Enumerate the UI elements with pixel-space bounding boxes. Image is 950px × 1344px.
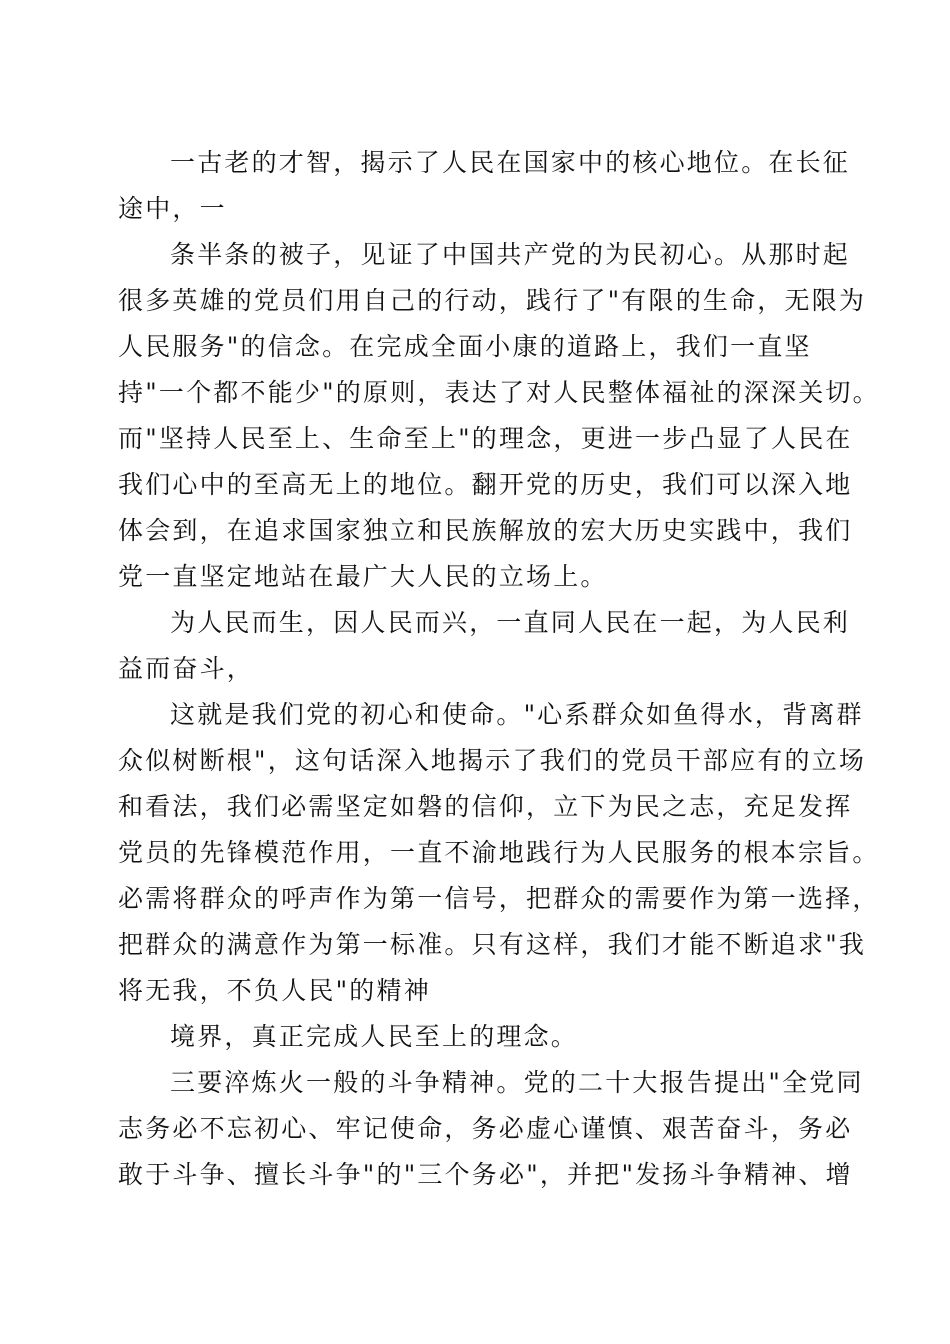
text-line: 人民服务"的信念。在完成全面小康的道路上，我们一直坚 <box>118 332 812 361</box>
text-line: 境界，真正完成人民至上的理念。 <box>170 1022 579 1051</box>
text-line: 党员的先锋模范作用，一直不渝地践行为人民服务的根本宗旨。 <box>118 838 880 867</box>
text-line: 众似树断根"，这句话深入地揭示了我们的党员干部应有的立场 <box>118 746 867 775</box>
text-line: 体会到，在追求国家独立和民族解放的宏大历史实践中，我们 <box>118 516 853 545</box>
text-line: 益而奋斗， <box>118 654 255 683</box>
document-body <box>118 140 880 1198</box>
text-line: 和看法，我们必需坚定如磐的信仰，立下为民之志，充足发挥 <box>118 792 853 821</box>
text-line: 我们心中的至高无上的地位。翻开党的历史，我们可以深入地 <box>118 470 853 499</box>
text-line: 敢于斗争、擅长斗争"的"三个务必"，并把"发扬斗争精神、增 <box>118 1160 853 1189</box>
text-line: 为人民而生，因人民而兴，一直同人民在一起，为人民利 <box>170 608 851 637</box>
text-line: 志务必不忘初心、牢记使命，务必虚心谨慎、艰苦奋斗，务必 <box>118 1114 853 1143</box>
text-line: 条半条的被子，见证了中国共产党的为民初心。从那时起 <box>170 240 851 269</box>
text-line: 而"坚持人民至上、生命至上"的理念，更进一步凸显了人民在 <box>118 424 853 453</box>
text-line: 这就是我们党的初心和使命。"心系群众如鱼得水，背离群 <box>170 700 864 729</box>
text-line: 一古老的才智，揭示了人民在国家中的核心地位。在长征 <box>170 148 851 177</box>
text-line: 必需将群众的呼声作为第一信号，把群众的需要作为第一选择， <box>118 884 880 913</box>
text-line: 三要淬炼火一般的斗争精神。党的二十大报告提出"全党同 <box>170 1068 864 1097</box>
text-line: 途中，一 <box>118 194 227 223</box>
text-line: 很多英雄的党员们用自己的行动，践行了"有限的生命，无限为 <box>118 286 867 315</box>
text-line: 将无我，不负人民"的精神 <box>118 976 431 1005</box>
text-line: 持"一个都不能少"的原则，表达了对人民整体福祉的深深关切。 <box>118 378 880 407</box>
text-line: 把群众的满意作为第一标准。只有这样，我们才能不断追求"我 <box>118 930 867 959</box>
text-line: 党一直坚定地站在最广大人民的立场上。 <box>118 562 608 591</box>
